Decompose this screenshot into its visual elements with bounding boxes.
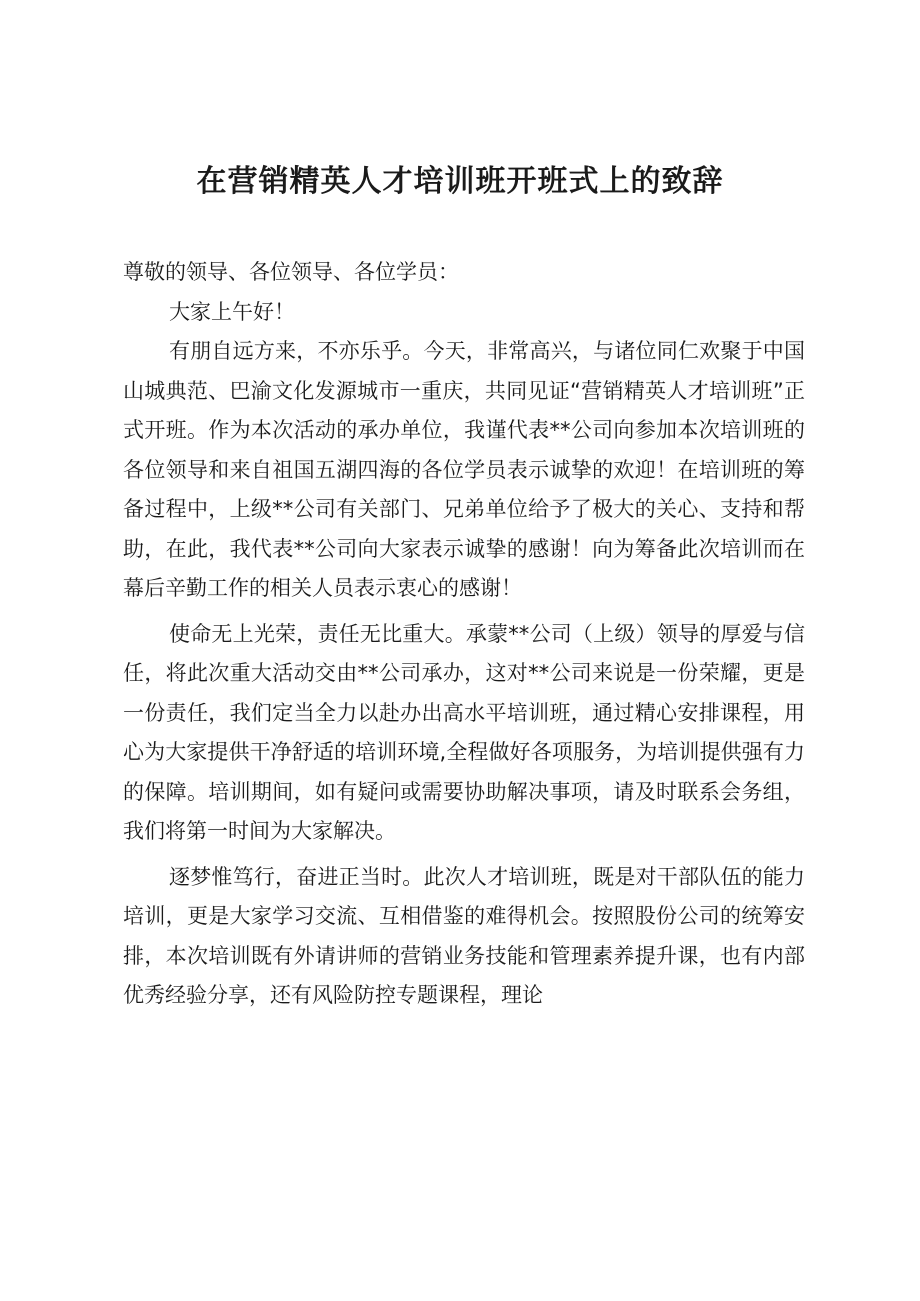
paragraph-welcome: 有朋自远方来，不亦乐乎。今天，非常高兴，与诸位同仁欢聚于中国山城典范、巴渝文化发源城市一重庆，共同见证“营销精英人才培训班”正式开班。作为本次活动的承办单位，我谨代表**公司向参加本次培训班的各位领导和来自祖国五湖四海的各位学员表示诚挚的欢迎！在培训班的筹备过程中，上级**公司有关部门、兄弟单位给予了极大的关心、支持和帮助，在此，我代表**公司向大家表示诚挚的感谢！向为筹备此次培训而在幕后辛勤工作的相关人员表示衷心的感谢！ [123, 339, 805, 600]
document-body [123, 253, 805, 1016]
document-title: 在营销精英人才培训班开班式上的致辞 [196, 164, 724, 199]
paragraph-responsibility: 使命无上光荣，责任无比重大。承蒙**公司（上级）领导的厚爱与信任，将此次重大活动交由**公司承办，这对**公司来说是一份荣耀，更是一份责任，我们定当全力以赴办出高水平培训班，通过精心安排课程，用心为大家提供干净舒适的培训环境,全程做好各项服务，为培训提供强有力的保障。培训期间，如有疑问或需要协助解决事项，请及时联系会务组，我们将第一时间为大家解决。 [123, 621, 805, 843]
salutation-line: 尊敬的领导、各位领导、各位学员： [123, 260, 459, 284]
paragraph-training: 逐梦惟笃行，奋进正当时。此次人才培训班，既是对干部队伍的能力培训，更是大家学习交流、互相借鉴的难得机会。按照股份公司的统筹安排，本次培训既有外请讲师的营销业务技能和管理素养提升课，也有内部优秀经验分享，还有风险防控专题课程，理论 [123, 864, 805, 1007]
greeting-line: 大家上午好！ [169, 299, 295, 324]
